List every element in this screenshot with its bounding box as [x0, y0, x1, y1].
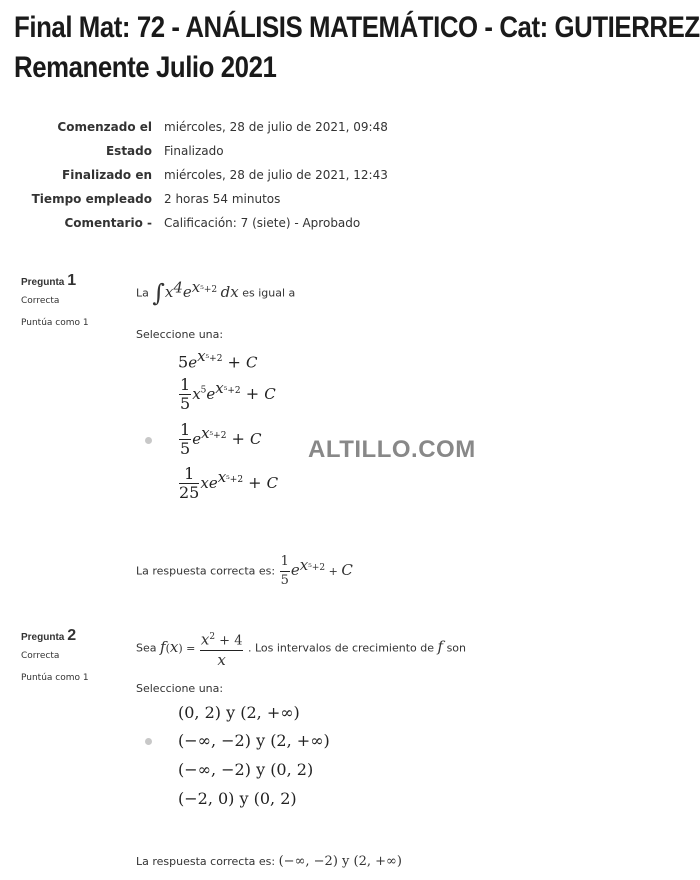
summary-key: Estado [105, 144, 152, 158]
prompt-prefix: Sea [136, 641, 157, 655]
question-state: Correcta [21, 296, 60, 306]
answer-prefix: La respuesta correcta es: [136, 855, 276, 868]
q2-option-2-radio[interactable] [145, 738, 152, 745]
select-label: Seleccione una: [136, 682, 224, 695]
summary-value: Calificación: 7 (siete) - Aprobado [164, 216, 361, 230]
summary-value: Finalizado [164, 144, 224, 158]
prompt-prefix: La [136, 286, 149, 300]
answer-prefix: La respuesta correcta es: [136, 564, 276, 578]
page-title-line1: Final Mat: 72 - ANÁLISIS MATEMÁTICO - Cat: GUTIERREZ [14, 11, 700, 44]
summary-value: miércoles, 28 de julio de 2021, 09:48 [164, 120, 388, 134]
summary-key: Comenzado el [57, 120, 152, 134]
q1-option-1[interactable]: $5e^{x^5+2} + C$ [178, 347, 258, 372]
question-grade: Puntúa como 1 [21, 318, 89, 328]
summary-key: Comentario - [64, 216, 152, 230]
q1-option-3[interactable]: $\frac{1}{5}$ $e^{x^5+2} + C$ [180, 420, 262, 458]
page-title-line2: Remanente Julio 2021 [14, 51, 277, 84]
summary-row-started [20, 115, 388, 139]
question-info-1 [21, 270, 89, 336]
question-1-prompt [136, 278, 295, 307]
prompt-suffix: es igual a [242, 286, 296, 300]
question-state: Correcta [21, 651, 60, 661]
question-number [21, 270, 89, 292]
summary-key: Tiempo empleado [31, 192, 152, 206]
attempt-summary-table [20, 115, 388, 235]
integral-formula: $\int x^4e^{x^5+2}$ dx [152, 278, 239, 307]
select-label: Seleccione una: [136, 328, 224, 341]
q1-option-3-radio[interactable] [145, 437, 152, 444]
question-number-value: 1 [67, 272, 77, 289]
summary-value: miércoles, 28 de julio de 2021, 12:43 [164, 168, 388, 182]
q2-option-2[interactable]: (−∞, −2) y (2, +∞) [178, 731, 330, 750]
summary-value: 2 horas 54 minutos [164, 192, 281, 206]
question-number-value: 2 [67, 627, 77, 644]
answer-formula: $\frac{1}{5}$ $e^{x^5+2} + C$ [280, 554, 353, 588]
question-info-2 [21, 625, 89, 691]
summary-row-comment [20, 211, 388, 235]
q1-correct-answer [136, 553, 353, 590]
question-grade: Puntúa como 1 [21, 673, 89, 683]
question-label: Pregunta [21, 277, 65, 288]
q1-option-2[interactable]: $\frac{1}{5}$ $x^5e^{x^5+2} + C$ [180, 375, 276, 413]
q2-option-4[interactable]: (−2, 0) y (0, 2) [178, 789, 297, 808]
prompt-middle: . Los intervalos de crecimiento de [247, 641, 435, 655]
prompt-suffix: son [446, 641, 467, 655]
function-symbol: f [437, 637, 444, 656]
page-title [14, 8, 700, 88]
q2-correct-answer [136, 854, 402, 869]
q2-option-3[interactable]: (−∞, −2) y (0, 2) [178, 760, 314, 779]
question-2-prompt [136, 628, 466, 669]
question-label: Pregunta [21, 632, 65, 643]
function-formula: f(x) = $\frac{x^2 + 4}{x}$ [160, 642, 248, 655]
q1-option-4[interactable]: $\frac{1}{25}$ $xe^{x^5+2} + C$ [179, 464, 279, 502]
summary-row-state [20, 139, 388, 163]
q2-option-1[interactable]: (0, 2) y (2, +∞) [178, 703, 300, 722]
summary-row-time [20, 187, 388, 211]
summary-key: Finalizado en [62, 168, 152, 182]
summary-row-finished [20, 163, 388, 187]
question-number [21, 625, 89, 647]
watermark: ALTILLO.COM [308, 436, 476, 463]
answer-formula: (−∞, −2) y (2, +∞) [278, 854, 402, 869]
